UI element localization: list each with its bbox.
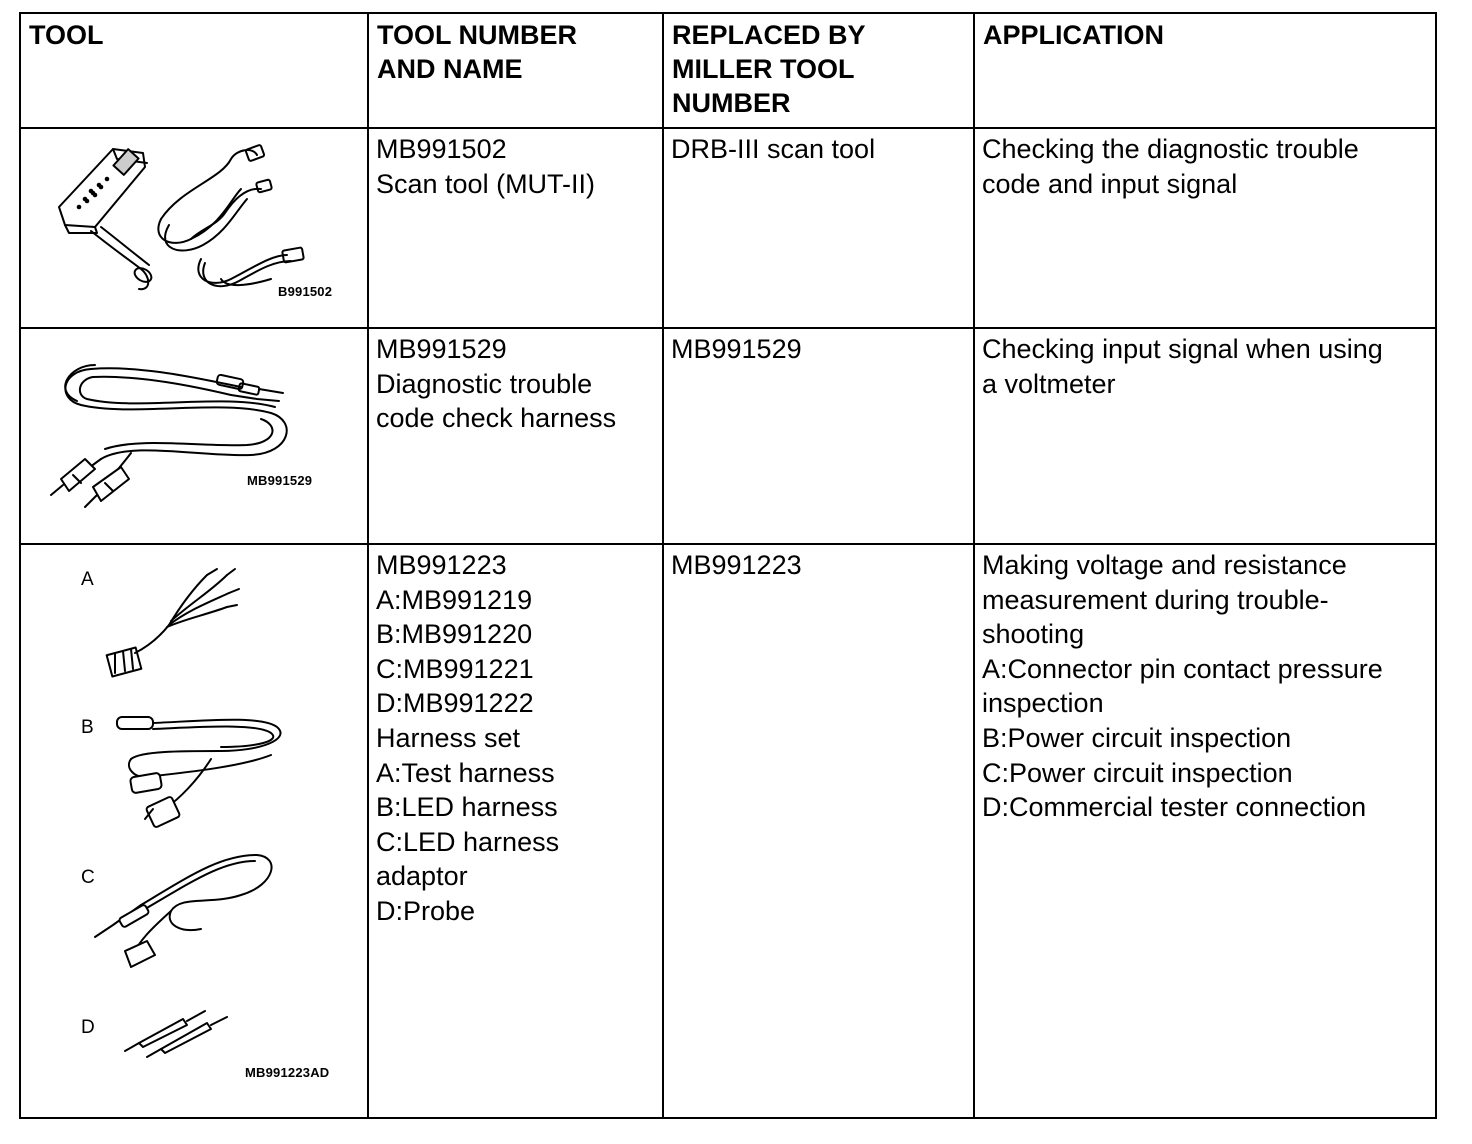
application-cell: Making voltage and resistance measurement during trouble- shooting A:Connector pin contact pressure inspection B:Power circuit inspection C:Power circuit inspection D:Commercial tester connection (974, 544, 1436, 1118)
figure-label-d: D (81, 1017, 95, 1038)
header-replaced-by: REPLACED BY MILLER TOOL NUMBER (663, 13, 974, 128)
replaced-by-cell: MB991223 (663, 544, 974, 1118)
tool-figure-cell (20, 328, 368, 544)
figure-label-a: A (81, 569, 94, 590)
tool-number-cell: MB991223 A:MB991219 B:MB991220 C:MB991221 D:MB991222 Harness set A:Test harness B:LED harness C:LED harness adaptor D:Probe (368, 544, 663, 1118)
special-tools-table (19, 12, 1437, 1119)
replaced-by-value: DRB-III scan tool (671, 134, 876, 164)
header-row (20, 13, 1436, 128)
header-tool-number-and-name: TOOL NUMBER AND NAME (368, 13, 663, 128)
check-harness-illustration-icon (21, 329, 367, 543)
figure-caption: MB991529 (247, 473, 313, 488)
tool-figure-cell (20, 128, 368, 328)
figure-label-c: C (81, 867, 95, 888)
application-cell: Checking the diagnostic trouble code and input signal (974, 128, 1436, 328)
replaced-by-cell (663, 128, 974, 328)
figure-caption: MB991223AD (245, 1065, 330, 1080)
harness-set-illustration-icon (21, 545, 367, 1119)
application-cell: Checking input signal when using a voltmeter (974, 328, 1436, 544)
table-row (20, 328, 1436, 544)
tool-number-cell (368, 128, 663, 328)
tool-number-cell: MB991529 Diagnostic trouble code check harness (368, 328, 663, 544)
header-tool: TOOL (20, 13, 368, 128)
tool-number: MB991502 (376, 134, 507, 164)
replaced-by-cell: MB991529 (663, 328, 974, 544)
table-row (20, 128, 1436, 328)
figure-caption: B991502 (278, 284, 333, 299)
tool-name: Scan tool (MUT-II) (376, 168, 596, 199)
tool-figure-cell (20, 544, 368, 1118)
table-row (20, 544, 1436, 1118)
header-application: APPLICATION (974, 13, 1436, 128)
figure-label-b: B (81, 717, 94, 738)
